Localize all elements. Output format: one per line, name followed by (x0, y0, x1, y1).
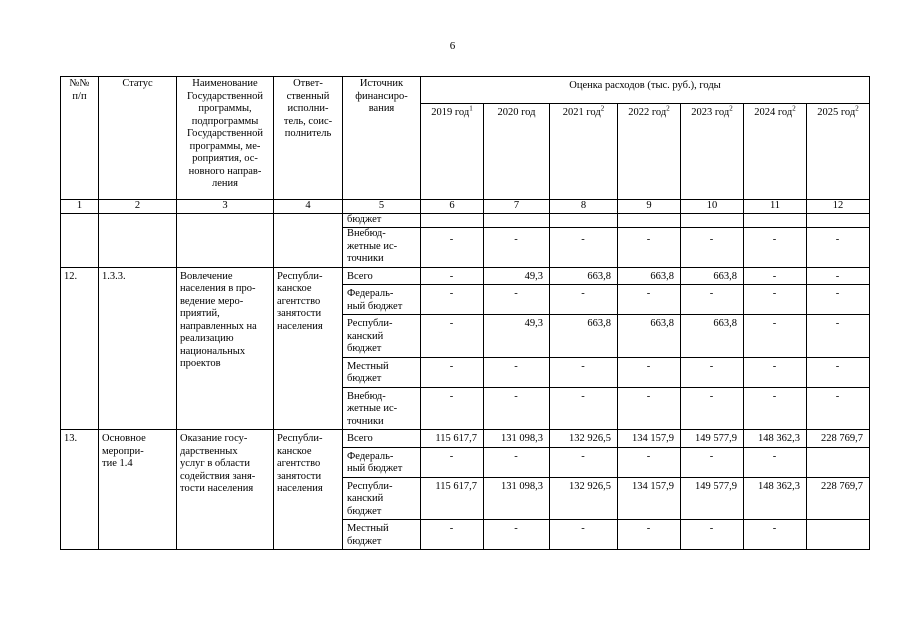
column-number: 5 (343, 200, 421, 214)
header-name-line: Государственной (187, 90, 263, 102)
header-source-line: вания (368, 103, 395, 114)
source-line: жетные ис- (347, 240, 398, 252)
column-number: 3 (177, 200, 274, 214)
value-cell: - (421, 357, 484, 387)
value-cell: - (681, 387, 744, 430)
source-line: ный бюджет (347, 300, 403, 312)
value-cell: - (681, 447, 744, 477)
source-cell (343, 357, 421, 387)
continued-row (61, 213, 870, 228)
source-line: точники (347, 253, 384, 264)
header-name-line: подпрограммы (191, 115, 259, 127)
value-cell: 663,8 (618, 315, 681, 358)
column-number: 1 (61, 200, 99, 214)
value-cell: - (681, 228, 744, 268)
value-cell: 149 577,9 (681, 477, 744, 520)
header-expenses: Оценка расходов (тыс. руб.), годы (421, 77, 870, 104)
value-cell: 115 617,7 (421, 430, 484, 448)
source-line: Местный (347, 523, 389, 534)
status-line: тие 1.4 (102, 458, 133, 469)
executor-line: агентство (277, 295, 321, 307)
name-line: дарственных (180, 445, 238, 457)
executor-line: населения (277, 320, 323, 332)
source-line: Республи- (347, 318, 393, 329)
column-number: 2 (99, 200, 177, 214)
value-cell: - (550, 387, 618, 430)
name-line: приятий, (180, 308, 220, 319)
year-header: 2019 год$^1$ (421, 104, 484, 200)
source-line: бюджет (347, 213, 382, 225)
header-executor-line: полнитель (284, 128, 332, 139)
source-line: Местный (347, 360, 389, 372)
row-status: 1.3.3. (99, 267, 177, 430)
footnote-mark: 2 (729, 104, 733, 113)
header-name-line: программы, (198, 103, 252, 114)
executor-line: населения (277, 483, 323, 494)
value-cell: - (807, 228, 870, 268)
value-cell (807, 520, 870, 550)
value-cell: 663,8 (681, 267, 744, 285)
header-name (177, 77, 274, 200)
column-number: 12 (807, 200, 870, 214)
header-source-line: финансиро- (355, 90, 408, 102)
source-line: Внебюд- (347, 228, 386, 239)
value-cell (550, 213, 618, 228)
header-name-line: новного направ- (188, 165, 262, 177)
executor-line: агентство (277, 458, 321, 469)
footnote-mark: 1 (469, 104, 473, 113)
value-cell: 131 098,3 (484, 430, 550, 448)
header-executor (274, 77, 343, 200)
source-line: бюджет (347, 505, 382, 517)
source-line: Всего (347, 433, 373, 444)
value-cell: - (550, 357, 618, 387)
footnote-mark: 2 (792, 104, 796, 113)
source-line: ный бюджет (347, 463, 403, 474)
row-executor (274, 267, 343, 430)
value-cell: - (744, 228, 807, 268)
header-status: Статус (99, 77, 177, 200)
header-name-line: Наименование (192, 78, 258, 89)
value-cell: - (484, 228, 550, 268)
empty-cell (61, 213, 99, 267)
value-cell: 663,8 (550, 315, 618, 358)
value-cell (681, 213, 744, 228)
header-name-line: программы, ме- (189, 140, 261, 152)
column-number: 9 (618, 200, 681, 214)
status-line: Основное (102, 433, 146, 444)
name-line: реализацию (180, 333, 234, 344)
value-cell: 228 769,7 (807, 477, 870, 520)
source-cell (343, 430, 421, 448)
source-cell (343, 213, 421, 228)
source-line: Внебюд- (347, 390, 386, 402)
header-source (343, 77, 421, 200)
value-cell: - (807, 387, 870, 430)
row-status (99, 430, 177, 550)
source-line: Республи- (347, 480, 393, 492)
value-cell (807, 213, 870, 228)
value-cell: - (484, 447, 550, 477)
value-cell: - (807, 315, 870, 358)
value-cell: - (421, 315, 484, 358)
row-executor (274, 430, 343, 550)
empty-cell (274, 213, 343, 267)
header-source-line: Источник (359, 78, 404, 89)
value-cell: - (484, 387, 550, 430)
name-line: тости населения (180, 483, 254, 494)
value-cell: - (807, 267, 870, 285)
header-name-line: Государственной (187, 128, 263, 139)
value-cell: - (807, 357, 870, 387)
name-line: ведение меро- (180, 295, 244, 307)
row-name (177, 267, 274, 430)
year-header: 2024 год$^2$ (744, 104, 807, 200)
column-number: 11 (744, 200, 807, 214)
header-name-line: ления (212, 178, 238, 189)
value-cell: 49,3 (484, 315, 550, 358)
value-cell: - (681, 285, 744, 315)
value-cell: - (618, 447, 681, 477)
source-line: точники (347, 415, 384, 427)
header-name-line: роприятия, ос- (192, 153, 258, 164)
value-cell: - (618, 357, 681, 387)
page-number: 6 (449, 40, 456, 52)
value-cell: 663,8 (550, 267, 618, 285)
name-line: услуг в области (180, 458, 251, 469)
name-line: содействия заня- (180, 470, 256, 482)
source-cell (343, 520, 421, 550)
value-cell: 149 577,9 (681, 430, 744, 448)
row-number: 12. (61, 267, 99, 430)
name-line: национальных (180, 345, 246, 357)
value-cell: - (484, 520, 550, 550)
footnote-mark: 2 (666, 104, 670, 113)
source-cell (343, 315, 421, 358)
source-line: бюджет (347, 343, 382, 354)
source-cell (343, 447, 421, 477)
executor-line: канское (277, 445, 312, 457)
value-cell: - (421, 285, 484, 315)
data-row (61, 430, 870, 448)
value-cell (744, 213, 807, 228)
name-line: населения в про- (180, 283, 256, 294)
name-line: Оказание госу- (180, 433, 248, 444)
value-cell: 49,3 (484, 267, 550, 285)
column-number: 8 (550, 200, 618, 214)
executor-line: Республи- (277, 270, 323, 282)
value-cell: 134 157,9 (618, 477, 681, 520)
value-cell: 115 617,7 (421, 477, 484, 520)
header-row (61, 77, 870, 104)
year-header: 2020 год (484, 104, 550, 200)
status-line: меропри- (102, 445, 144, 457)
year-header: 2025 год$^2$ (807, 104, 870, 200)
value-cell: - (618, 285, 681, 315)
year-header: 2022 год$^2$ (618, 104, 681, 200)
footnote-mark: 2 (855, 104, 859, 113)
source-line: жетные ис- (347, 403, 398, 414)
value-cell: - (550, 228, 618, 268)
value-cell: - (550, 447, 618, 477)
source-line: канский (347, 493, 384, 504)
value-cell: 148 362,3 (744, 477, 807, 520)
source-line: бюджет (347, 373, 382, 384)
value-cell: - (484, 357, 550, 387)
executor-line: занятости (277, 308, 322, 319)
budget-table (60, 76, 870, 550)
value-cell: - (421, 267, 484, 285)
header-executor-line: исполни- (287, 103, 329, 114)
value-cell: - (744, 285, 807, 315)
column-number: 7 (484, 200, 550, 214)
value-cell: - (618, 387, 681, 430)
value-cell: - (421, 520, 484, 550)
value-cell (618, 213, 681, 228)
footnote-mark: 2 (600, 104, 605, 113)
value-cell: - (484, 285, 550, 315)
empty-cell (99, 213, 177, 267)
source-cell (343, 267, 421, 285)
value-cell: 132 926,5 (550, 477, 618, 520)
value-cell: - (807, 285, 870, 315)
name-line: направленных на (180, 320, 257, 332)
value-cell: - (744, 357, 807, 387)
column-number: 6 (421, 200, 484, 214)
year-header: 2021 год$^2$ (550, 104, 618, 200)
column-number: 10 (681, 200, 744, 214)
value-cell: - (744, 387, 807, 430)
value-cell: - (744, 447, 807, 477)
value-cell: - (618, 228, 681, 268)
value-cell: - (681, 357, 744, 387)
value-cell: 131 098,3 (484, 477, 550, 520)
source-line: Всего (347, 270, 373, 282)
value-cell: 134 157,9 (618, 430, 681, 448)
value-cell: - (681, 520, 744, 550)
value-cell (807, 447, 870, 477)
value-cell: - (550, 285, 618, 315)
column-numbers-row (61, 200, 870, 214)
source-cell (343, 477, 421, 520)
executor-line: занятости (277, 470, 322, 482)
name-line: проектов (180, 358, 221, 369)
row-number: 13. (61, 430, 99, 550)
value-cell: 148 362,3 (744, 430, 807, 448)
header-executor-line: Ответ- (293, 78, 323, 89)
value-cell: 663,8 (618, 267, 681, 285)
value-cell: - (550, 520, 618, 550)
source-line: Федераль- (347, 450, 394, 462)
source-line: бюджет (347, 535, 382, 547)
value-cell: - (744, 267, 807, 285)
source-line: Федераль- (347, 288, 394, 299)
header-num (61, 77, 99, 200)
column-number: 4 (274, 200, 343, 214)
source-cell (343, 387, 421, 430)
executor-line: канское (277, 283, 312, 294)
value-cell: - (421, 447, 484, 477)
value-cell: - (618, 520, 681, 550)
source-cell (343, 228, 421, 268)
value-cell: - (421, 387, 484, 430)
value-cell (484, 213, 550, 228)
header-executor-line: ственный (286, 90, 330, 102)
value-cell: 132 926,5 (550, 430, 618, 448)
value-cell: - (744, 520, 807, 550)
source-cell (343, 285, 421, 315)
value-cell: - (421, 228, 484, 268)
source-line: канский (347, 330, 384, 342)
name-line: Вовлечение (180, 270, 233, 282)
row-name (177, 430, 274, 550)
header-executor-line: тель, соис- (283, 115, 333, 127)
empty-cell (177, 213, 274, 267)
value-cell: 663,8 (681, 315, 744, 358)
value-cell (421, 213, 484, 228)
executor-line: Республи- (277, 433, 323, 444)
year-header: 2023 год$^2$ (681, 104, 744, 200)
value-cell: 228 769,7 (807, 430, 870, 448)
value-cell: - (744, 315, 807, 358)
data-row (61, 267, 870, 285)
header-num-text: №№ п/п (69, 78, 90, 102)
